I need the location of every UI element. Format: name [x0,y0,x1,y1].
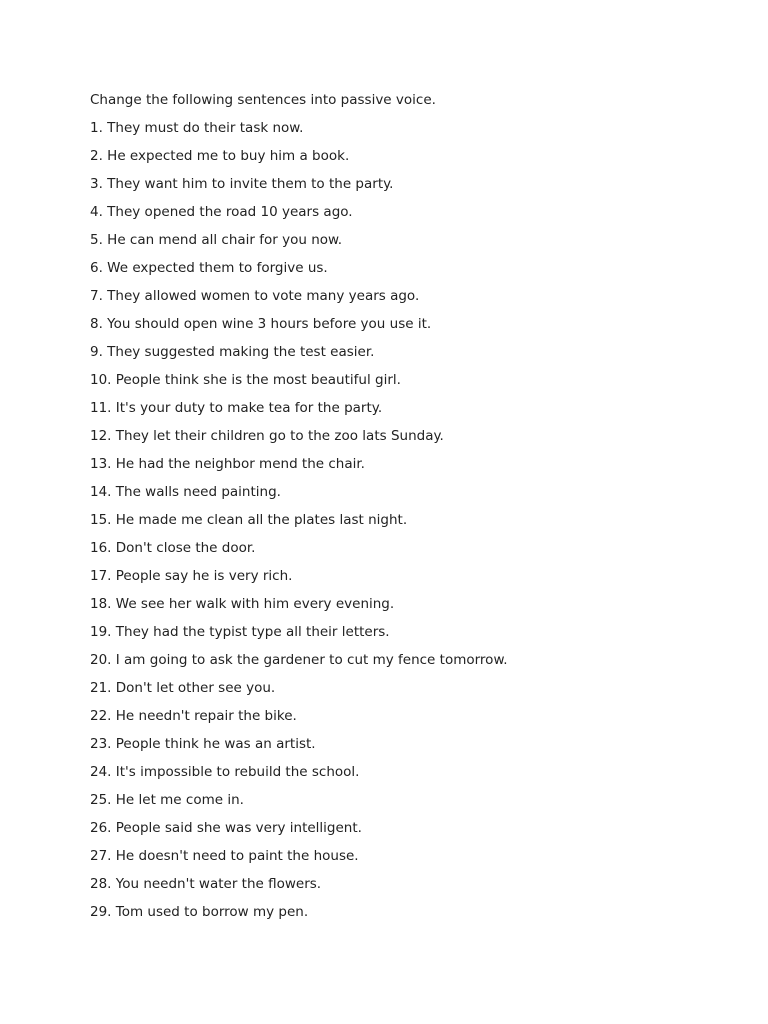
sentence-item: 28. You needn't water the flowers. [90,876,322,892]
sentence-item: 10. People think she is the most beautiful girl. [90,372,401,388]
sentence-item: 22. He needn't repair the bike. [90,708,297,724]
sentence-item: 14. The walls need painting. [90,484,281,500]
instruction-text: Change the following sentences into passive voice. [90,92,436,108]
sentence-item: 8. You should open wine 3 hours before you use it. [90,316,432,332]
sentence-item: 25. He let me come in. [90,792,244,808]
sentence-item: 23. People think he was an artist. [90,736,316,752]
sentence-item: 11. It's your duty to make tea for the party. [90,400,383,416]
sentence-item: 18. We see her walk with him every evening. [90,596,395,612]
sentence-item: 27. He doesn't need to paint the house. [90,848,359,864]
sentence-item: 2. He expected me to buy him a book. [90,148,350,164]
sentence-item: 1. They must do their task now. [90,120,304,136]
sentence-item: 17. People say he is very rich. [90,568,293,584]
sentence-item: 21. Don't let other see you. [90,680,276,696]
sentence-item: 13. He had the neighbor mend the chair. [90,456,365,472]
sentence-item: 7. They allowed women to vote many years ago. [90,288,420,304]
sentence-item: 12. They let their children go to the zoo lats Sunday. [90,428,444,444]
sentence-item: 20. I am going to ask the gardener to cut my fence tomorrow. [90,652,508,668]
sentence-item: 5. He can mend all chair for you now. [90,232,343,248]
sentence-list [90,118,730,930]
sentence-item: 29. Tom used to borrow my pen. [90,904,309,920]
sentence-item: 4. They opened the road 10 years ago. [90,204,353,220]
sentence-item: 19. They had the typist type all their letters. [90,624,390,640]
sentence-item: 3. They want him to invite them to the party. [90,176,394,192]
sentence-item: 15. He made me clean all the plates last night. [90,512,408,528]
sentence-item: 26. People said she was very intelligent. [90,820,362,836]
sentence-item: 16. Don't close the door. [90,540,256,556]
sentence-item: 24. It's impossible to rebuild the school. [90,764,360,780]
document-page [90,90,730,930]
sentence-item: 9. They suggested making the test easier. [90,344,375,360]
sentence-item: 6. We expected them to forgive us. [90,260,328,276]
